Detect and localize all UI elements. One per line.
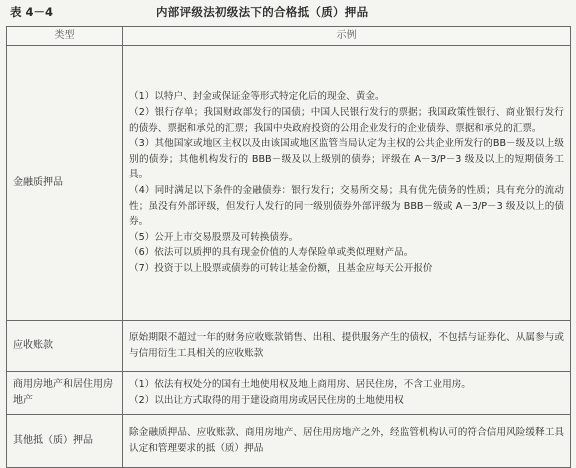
example-item: （4）同时满足以下条件的金融债券：银行发行；交易所交易；具有优先债务的性质；具有充分的流动性；虽没有外部评级，但发行人发行的同一级别债券外部评级为 BBB－级或 A－3/P－3 级及以上的债券。 bbox=[129, 185, 564, 228]
table-caption bbox=[6, 0, 570, 24]
collateral-table bbox=[6, 26, 571, 468]
example-item: 除金融质押品、应收账款、商用房地产、居住用房地产之外，经监管机构认可的符合信用风险缓释工具认定和管理要求的抵（质）押品 bbox=[129, 427, 564, 454]
example-item: （2）银行存单；我国财政部发行的国债；中国人民银行发行的票据；我国政策性银行、商业银行发行的债券、票据和承兑的汇票；我国中央政府投资的公用企业发行的企业债券、票据和承兑的汇票。 bbox=[129, 107, 564, 134]
header-examples: 示例 bbox=[123, 27, 571, 46]
example-item: （7）投资于以上股票或债券的可转让基金份额，且基金应每天公开报价 bbox=[129, 262, 433, 274]
examples-cell bbox=[123, 321, 571, 372]
table-title: 内部评级法初级法下的合格抵（质）押品 bbox=[156, 5, 369, 19]
examples-cell bbox=[123, 372, 571, 415]
example-item: （2）以出让方式取得的用于建设商用房或居民住房的土地使用权 bbox=[129, 395, 404, 406]
category-cell: 应收账款 bbox=[7, 321, 123, 372]
table-row-other-collateral bbox=[7, 415, 571, 468]
example-item: （1）以特户、封金或保证金等形式特定化后的现金、黄金。 bbox=[129, 91, 385, 103]
examples-cell bbox=[123, 46, 571, 321]
examples-cell bbox=[123, 415, 571, 468]
example-item: （3）其他国家或地区主权以及由该国或地区监管当局认定为主权的公共企业所发行的BB－级及以上级别的债券；其他机构发行的 BBB－级及以上级别的债券；评级在 A－3/P－3 级及以上的短期债务工具。 bbox=[129, 138, 564, 181]
example-item: 原始期限不超过一年的财务应收账款销售、出租、提供服务产生的债权，不包括与证券化、从属参与或与信用衍生工具相关的应收账款 bbox=[129, 332, 564, 359]
category-cell: 其他抵（质）押品 bbox=[7, 415, 123, 468]
table-row-receivables bbox=[7, 321, 571, 372]
example-item: （6）依法可以质押的具有现金价值的人寿保险单或类似理财产品。 bbox=[129, 247, 414, 259]
table-number: 表 4－4 bbox=[10, 5, 54, 19]
example-item: （5）公开上市交易股票及可转换债券。 bbox=[129, 231, 299, 243]
example-item: （1）依法有权处分的国有土地使用权及地上商用房、居民住房，不含工业用房。 bbox=[129, 379, 471, 391]
table-header-row bbox=[7, 27, 571, 46]
category-cell: 商用房地产和居住用房地产 bbox=[7, 372, 123, 415]
category-cell: 金融质押品 bbox=[7, 46, 123, 321]
table-row-financial-collateral bbox=[7, 46, 571, 321]
table-row-real-estate bbox=[7, 372, 571, 415]
header-type: 类型 bbox=[7, 27, 123, 46]
